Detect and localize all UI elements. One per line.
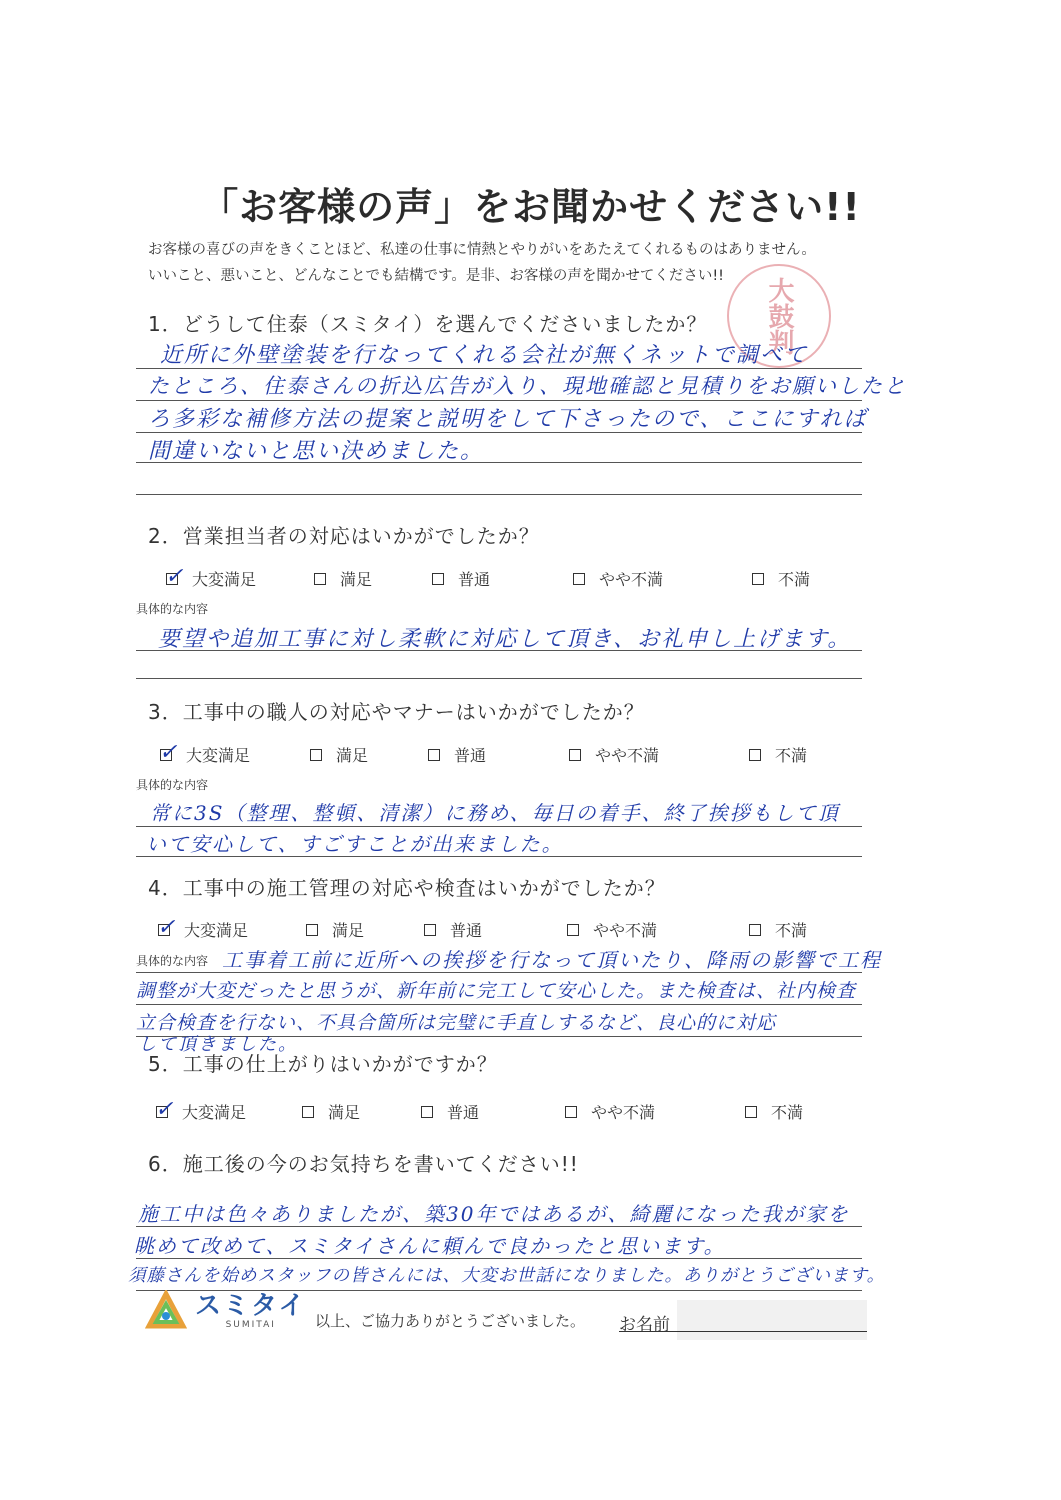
answer-rule: [136, 650, 862, 651]
logo-icon: [145, 1290, 187, 1332]
q5-option-normal[interactable]: 普通: [421, 1100, 479, 1123]
check-mark-icon: ✓: [165, 563, 184, 589]
name-label: お名前: [619, 1315, 670, 1335]
answer-4-line-4: して頂きました。: [138, 1034, 298, 1055]
checkbox[interactable]: [752, 573, 764, 585]
approval-stamp: 大鼓判: [727, 264, 831, 368]
form-title: 「お客様の声」をお聞かせください!!: [200, 185, 861, 229]
q2-option-normal[interactable]: 普通: [432, 567, 490, 590]
answer-rule: [136, 494, 862, 495]
intro-line-1: お客様の喜びの声をきくことほど、私達の仕事に情熱とやりがいをあたえてくれるものはありません。: [148, 242, 816, 258]
checkbox[interactable]: [565, 1106, 577, 1118]
answer-rule: [136, 1004, 862, 1005]
checkbox[interactable]: [155, 1096, 174, 1122]
name-field-redacted: [677, 1300, 867, 1340]
detail-label: 具体的な内容: [136, 602, 209, 616]
logo-name: スミタイ: [195, 1291, 307, 1321]
q2-option-very-satisfied[interactable]: ✓ 大変満足: [165, 563, 257, 589]
answer-1-line-1: 近所に外壁塗装を行なってくれる会社が無くネットで調べて: [160, 343, 809, 368]
check-mark-icon: ✓: [159, 739, 178, 765]
company-logo: [145, 1290, 306, 1332]
check-mark-icon: ✓: [157, 914, 176, 940]
answer-rule: [136, 826, 862, 827]
logo-subtitle: SUMITAI: [225, 1320, 276, 1330]
question-3: 3．工事中の職人の対応やマナーはいかがでしたか？: [148, 700, 645, 724]
checkbox[interactable]: [306, 924, 318, 936]
q3-option-normal[interactable]: 普通: [428, 743, 486, 766]
checkbox[interactable]: [157, 914, 176, 940]
answer-2-line-1: 要望や追加工事に対し柔軟に対応して頂き、お礼申し上げます。: [158, 627, 852, 652]
answer-4-line-2: 調整が大変だったと思うが、新年前に完工して安心した。また検査は、社内検査: [136, 980, 857, 1002]
q4-option-normal[interactable]: 普通: [424, 918, 482, 941]
question-5: 5．工事の仕上がりはいかがですか？: [148, 1052, 498, 1076]
checkbox[interactable]: [424, 924, 436, 936]
checkbox[interactable]: [421, 1106, 433, 1118]
q4-option-very-satisfied[interactable]: ✓ 大変満足: [157, 914, 249, 940]
checkbox[interactable]: [432, 573, 444, 585]
question-2: 2．営業担当者の対応はいかがでしたか？: [148, 524, 540, 548]
q3-option-dissatisfied[interactable]: 不満: [749, 743, 807, 766]
answer-rule: [136, 856, 862, 857]
checkbox[interactable]: [749, 924, 761, 936]
answer-rule: [136, 368, 862, 369]
checkbox[interactable]: [159, 739, 178, 765]
detail-label: 具体的な内容: [136, 778, 209, 792]
answer-6-line-3: 須藤さんを始めスタッフの皆さんには、大変お世話になりました。ありがとうございます。: [128, 1266, 886, 1286]
answer-1-line-2: たところ、住泰さんの折込広告が入り、現地確認と見積りをお願いしたと: [148, 374, 907, 398]
answer-rule: [136, 972, 862, 973]
q3-option-satisfied[interactable]: 満足: [310, 743, 368, 766]
q2-option-dissatisfied[interactable]: 不満: [752, 567, 810, 590]
q4-option-somewhat-dissatisfied[interactable]: やや不満: [567, 918, 657, 941]
answer-6-line-2: 眺めて改めて、スミタイさんに頼んで良かったと思います。: [134, 1234, 726, 1258]
q5-option-very-satisfied[interactable]: ✓ 大変満足: [155, 1096, 247, 1122]
answer-3-line-1: 常に3S（整理、整頓、清潔）に務め、毎日の着手、終了挨拶もして頂: [150, 801, 840, 825]
answer-rule: [136, 432, 862, 433]
checkbox[interactable]: [569, 749, 581, 761]
q2-option-somewhat-dissatisfied[interactable]: やや不満: [573, 567, 663, 590]
q3-option-very-satisfied[interactable]: ✓ 大変満足: [159, 739, 251, 765]
answer-3-line-2: いて安心して、すごすことが出来ました。: [146, 832, 564, 856]
answer-rule: [136, 462, 862, 463]
q2-option-satisfied[interactable]: 満足: [314, 567, 372, 590]
checkbox[interactable]: [749, 749, 761, 761]
check-mark-icon: ✓: [155, 1096, 174, 1122]
checkbox[interactable]: [573, 573, 585, 585]
name-underline: [619, 1331, 867, 1332]
answer-rule: [136, 1258, 862, 1259]
thanks-text: 以上、ご協力ありがとうございました。: [315, 1312, 586, 1330]
answer-rule: [136, 400, 862, 401]
detail-label: 具体的な内容: [136, 954, 209, 968]
question-1: 1．どうして住泰（スミタイ）を選んでくださいましたか？: [148, 312, 708, 336]
q4-option-satisfied[interactable]: 満足: [306, 918, 364, 941]
q5-option-satisfied[interactable]: 満足: [302, 1100, 360, 1123]
checkbox[interactable]: [310, 749, 322, 761]
answer-1-line-4: 間違いないと思い決めました。: [148, 439, 485, 464]
answer-rule: [136, 1226, 862, 1227]
question-4: 4．工事中の施工管理の対応や検査はいかがでしたか？: [148, 876, 666, 900]
answer-4-line-3: 立合検査を行ない、不具合箇所は完璧に手直しするなど、良心的に対応: [136, 1012, 777, 1034]
question-6: 6．施工後の今のお気持ちを書いてください!!: [148, 1152, 579, 1176]
answer-1-line-3: ろ多彩な補修方法の提案と説明をして下さったので、ここにすれば: [148, 407, 868, 432]
checkbox[interactable]: [165, 563, 184, 589]
intro-line-2: いいこと、悪いこと、どんなことでも結構です。是非、お客様の声を聞かせてください!!: [148, 268, 724, 284]
checkbox[interactable]: [428, 749, 440, 761]
checkbox[interactable]: [314, 573, 326, 585]
q4-option-dissatisfied[interactable]: 不満: [749, 918, 807, 941]
checkbox[interactable]: [567, 924, 579, 936]
checkbox[interactable]: [302, 1106, 314, 1118]
checkbox[interactable]: [745, 1106, 757, 1118]
q5-option-somewhat-dissatisfied[interactable]: やや不満: [565, 1100, 655, 1123]
answer-6-line-1: 施工中は色々ありましたが、築30年ではあるが、綺麗になった我が家を: [138, 1202, 850, 1226]
answer-4-line-1: 工事着工前に近所への挨拶を行なって頂いたり、降雨の影響で工程: [222, 948, 882, 972]
q5-option-dissatisfied[interactable]: 不満: [745, 1100, 803, 1123]
answer-rule: [136, 678, 862, 679]
q3-option-somewhat-dissatisfied[interactable]: やや不満: [569, 743, 659, 766]
